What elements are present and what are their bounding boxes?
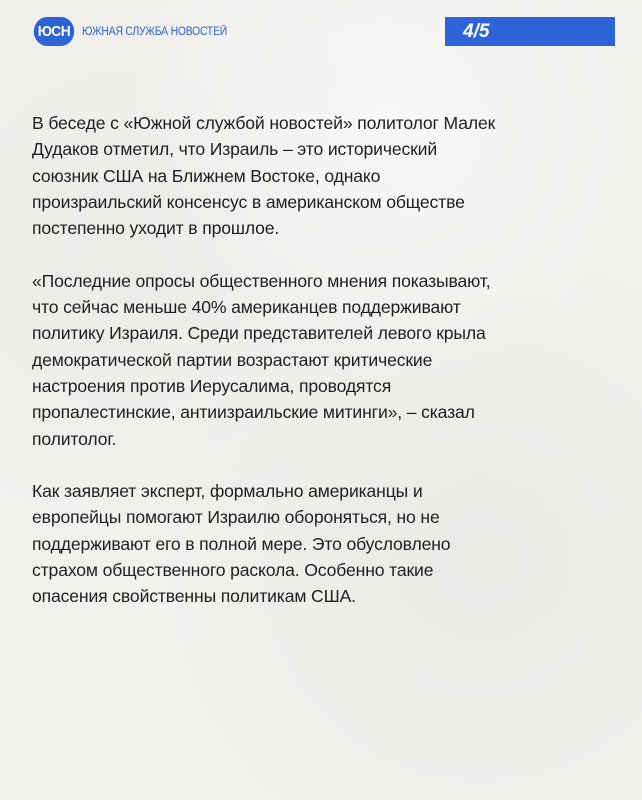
logo-text: ЮЖНАЯ СЛУЖБА НОВОСТЕЙ: [82, 25, 228, 38]
paragraph-quote: «Последние опросы общественного мнения показывают, что сейчас меньше 40% американцев поддерживают политику Израиля. Среди представителей левого крыла демократической партии возрастают критические настроения против Иерусалима, проводятся пропалестинские, антиизраильские митинги», – сказал политолог.: [32, 270, 491, 449]
page-indicator: 4/5: [463, 20, 490, 42]
brand-logo: [32, 17, 243, 46]
page-indicator-badge: [445, 17, 615, 46]
paragraph-expert: Как заявляет эксперт, формально американцы и европейцы помогают Израилю обороняться, но не поддерживают его в полной мере. Это обусловлено страхом общественного раскола. Особенно такие опасения свойственны политикам США.: [32, 481, 451, 607]
article-body: [32, 110, 612, 636]
paragraph-intro: В беседе с «Южной службой новостей» политолог Малек Дудаков отметил, что Израиль – это исторический союзник США на Ближнем Востоке, однако произраильский консенсус в американском обществе постепенно уходит в прошлое.: [32, 113, 496, 239]
logo-mark: ЮСН: [34, 17, 74, 46]
